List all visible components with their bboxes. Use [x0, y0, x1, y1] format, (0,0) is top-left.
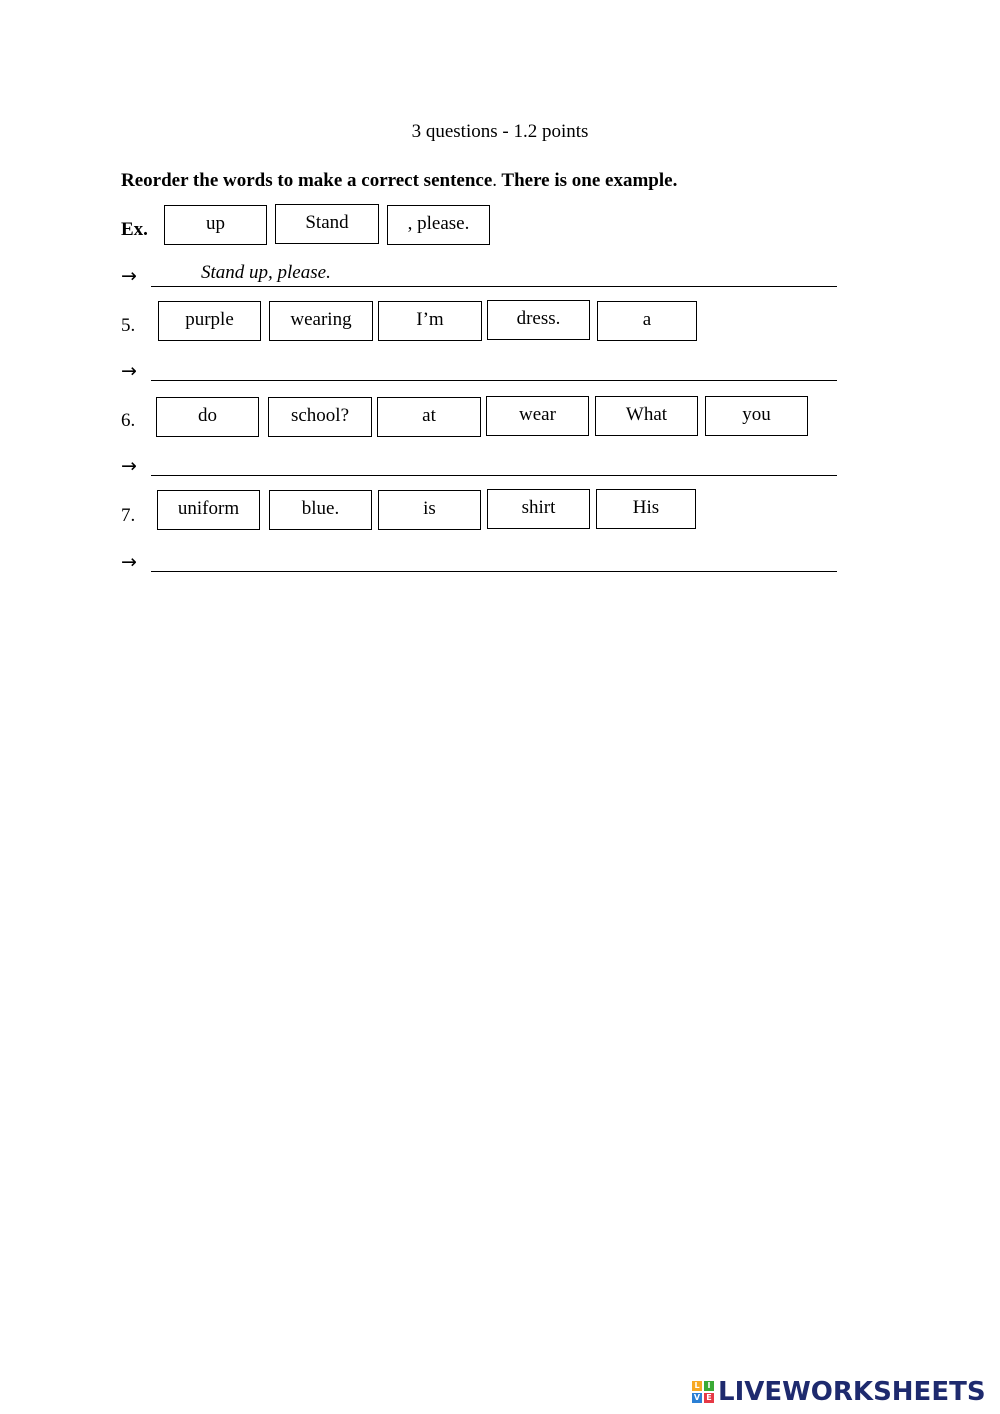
arrow-icon: →: [121, 455, 137, 477]
word-box[interactable]: I’m: [378, 301, 482, 341]
word-box[interactable]: His: [596, 489, 696, 529]
example-word-box: , please.: [387, 205, 490, 245]
instruction: [121, 170, 677, 192]
logo-letter: V: [693, 1393, 701, 1402]
word-box[interactable]: purple: [158, 301, 261, 341]
example-answer-line: [151, 263, 837, 287]
arrow-icon: →: [121, 360, 137, 382]
word-box[interactable]: school?: [268, 397, 372, 437]
instruction-separator: .: [492, 170, 498, 191]
word-box[interactable]: uniform: [157, 490, 260, 530]
question-5-label: 5.: [121, 315, 136, 336]
word-box[interactable]: blue.: [269, 490, 372, 530]
answer-input-5[interactable]: [151, 357, 837, 381]
example-label: Ex.: [121, 219, 148, 240]
word-box[interactable]: you: [705, 396, 808, 436]
example-answer: Stand up, please.: [201, 262, 331, 283]
word-box[interactable]: shirt: [487, 489, 590, 529]
logo-icon: [692, 1381, 714, 1403]
worksheet-header: 3 questions - 1.2 points: [411, 121, 589, 142]
question-7-label: 7.: [121, 505, 136, 526]
logo-text: LIVEWORKSHEETS: [718, 1377, 986, 1407]
answer-input-6[interactable]: [151, 452, 837, 476]
arrow-icon: →: [121, 265, 137, 287]
arrow-icon: →: [121, 551, 137, 573]
logo-letter: L: [692, 1381, 702, 1391]
word-box[interactable]: do: [156, 397, 259, 437]
word-box[interactable]: is: [378, 490, 481, 530]
word-box[interactable]: at: [377, 397, 481, 437]
instruction-part-1: Reorder the words to make a correct sentence: [121, 170, 493, 191]
word-box[interactable]: dress.: [487, 300, 590, 340]
question-6-label: 6.: [121, 410, 136, 431]
logo-letter: I: [704, 1381, 714, 1391]
answer-input-7[interactable]: [151, 548, 837, 572]
logo-letter: E: [704, 1393, 714, 1403]
example-word-box: Stand: [275, 204, 379, 244]
instruction-part-2: There is one example.: [497, 170, 678, 191]
word-box[interactable]: a: [597, 301, 697, 341]
liveworksheets-logo: [692, 1375, 986, 1409]
example-word-box: up: [164, 205, 267, 245]
word-box[interactable]: wearing: [269, 301, 373, 341]
word-box[interactable]: wear: [486, 396, 589, 436]
word-box[interactable]: What: [595, 396, 698, 436]
